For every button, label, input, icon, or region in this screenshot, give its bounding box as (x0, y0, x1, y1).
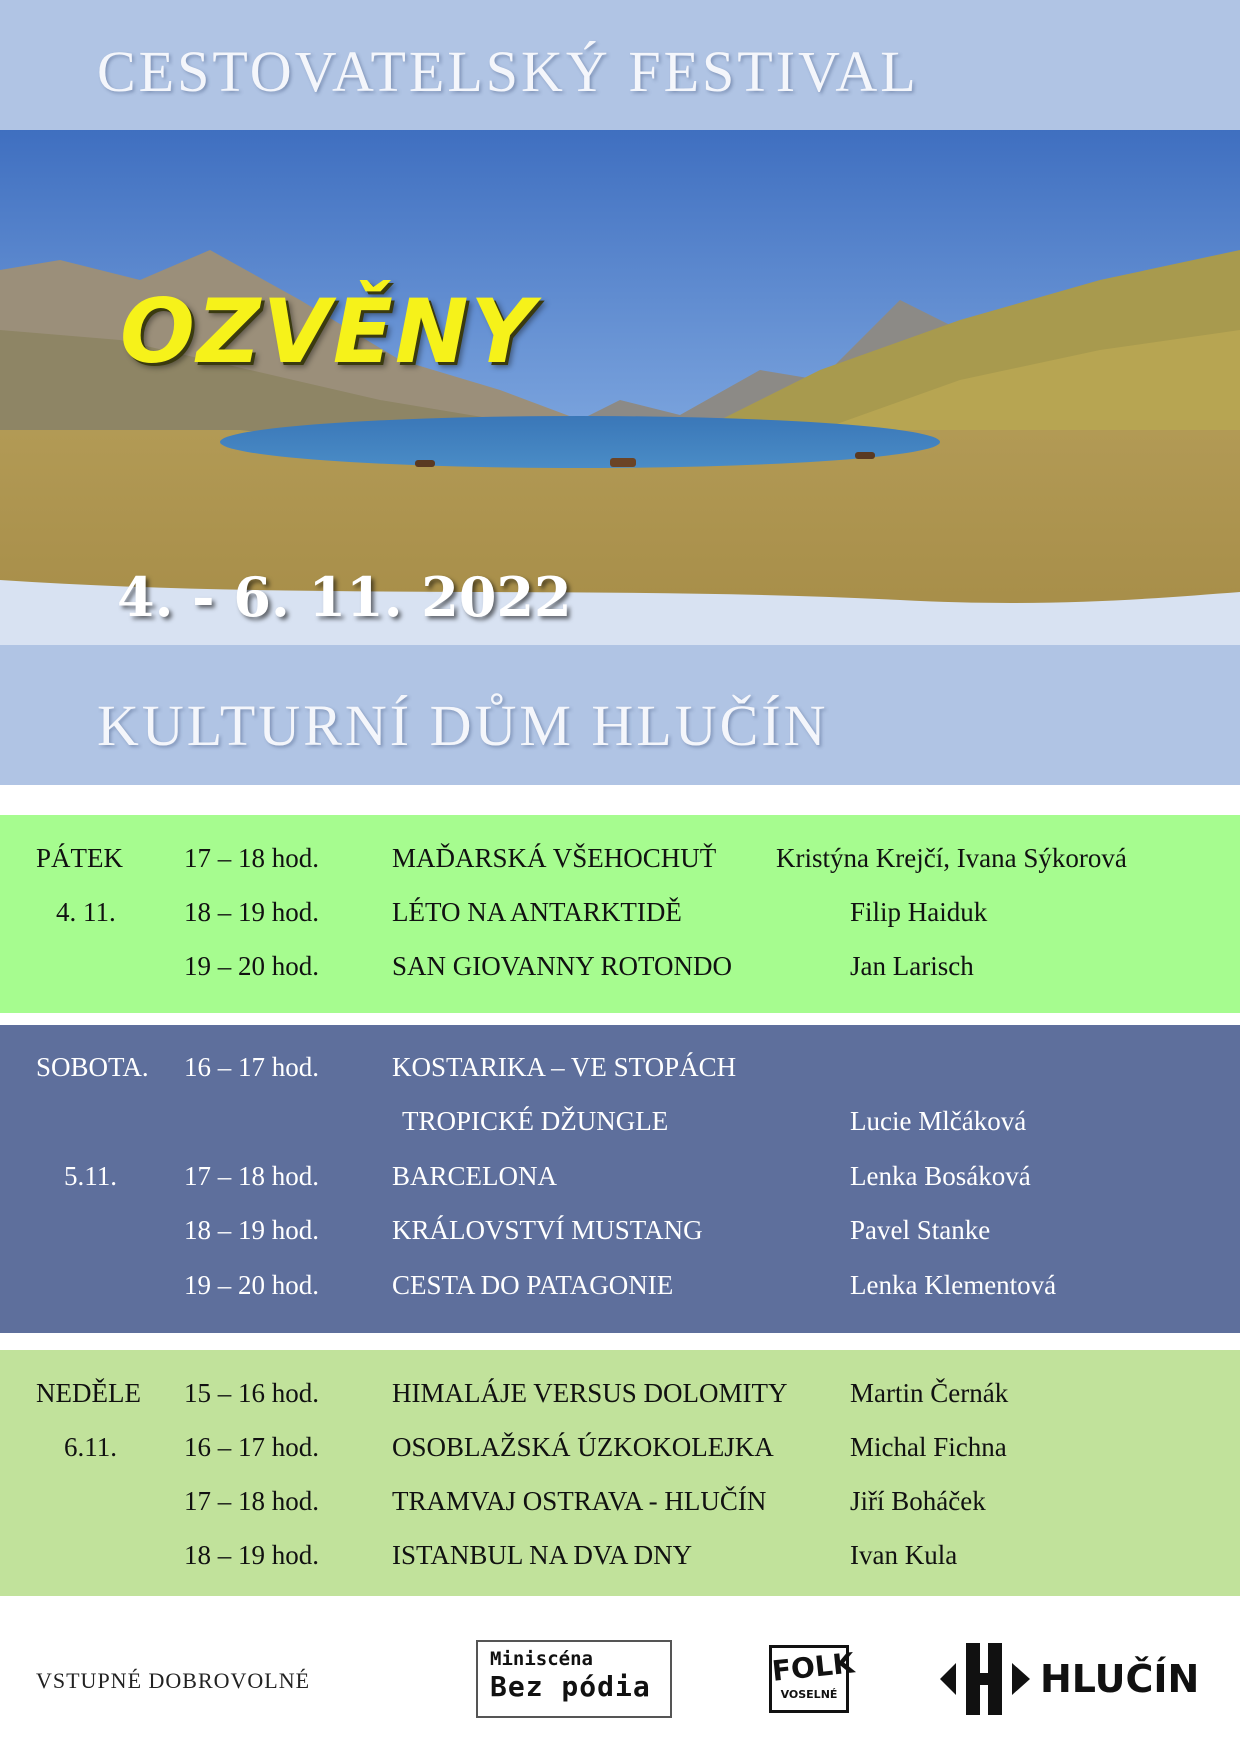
folk-logo-line2: VOSELNÉ (780, 1688, 838, 1701)
day-label: SOBOTA. (36, 1052, 149, 1082)
town-emblem-icon (940, 1637, 1030, 1721)
time-slot: 16 – 17 hod. (184, 1432, 319, 1462)
speaker-name: Pavel Stanke (850, 1215, 991, 1245)
time-slot: 18 – 19 hod. (184, 1540, 319, 1570)
speaker-name: Lenka Bosáková (850, 1161, 1031, 1191)
schedule-friday (0, 815, 1240, 1013)
speaker-name: Michal Fichna (850, 1432, 1007, 1462)
day-date: 4. 11. (56, 897, 116, 927)
speaker-name: Lucie Mlčáková (850, 1106, 1027, 1136)
time-slot: 17 – 18 hod. (184, 1161, 319, 1191)
speaker-name: Ivan Kula (850, 1540, 958, 1570)
talk-title: TRAMVAJ OSTRAVA - HLUČÍN (392, 1486, 767, 1516)
folk-logo-line1: FOLK (770, 1646, 856, 1688)
time-slot: 17 – 18 hod. (184, 843, 319, 873)
time-slot: 16 – 17 hod. (184, 1052, 319, 1082)
talk-title: LÉTO NA ANTARKTIDĚ (392, 897, 682, 927)
talk-title: CESTA DO PATAGONIE (392, 1270, 674, 1300)
speaker-name: Jan Larisch (850, 951, 974, 981)
speaker-name: Martin Černák (850, 1378, 1009, 1408)
schedule-saturday (0, 1025, 1240, 1333)
speaker-name: Kristýna Krejčí, Ivana Sýkorová (776, 843, 1127, 873)
time-slot: 19 – 20 hod. (184, 951, 319, 981)
talk-title: BARCELONA (392, 1161, 558, 1191)
speaker-name: Filip Haiduk (850, 897, 988, 927)
schedule-sunday (0, 1350, 1240, 1596)
miniscena-logo-line2: Bez pódia (490, 1670, 651, 1703)
entry-free-note: VSTUPNÉ DOBROVOLNÉ (36, 1668, 311, 1693)
talk-title: MAĎARSKÁ VŠEHOCHUŤ (392, 843, 717, 873)
time-slot: 18 – 19 hod. (184, 1215, 319, 1245)
talk-title: ISTANBUL NA DVA DNY (392, 1540, 693, 1570)
day-label: PÁTEK (36, 843, 123, 873)
speaker-name: Jiří Boháček (850, 1486, 986, 1516)
time-slot: 18 – 19 hod. (184, 897, 319, 927)
day-date: 5.11. (64, 1161, 117, 1191)
venue-name: KULTURNÍ DŮM HLUČÍN (97, 693, 829, 758)
talk-title-continued: TROPICKÉ DŽUNGLE (402, 1106, 669, 1136)
time-slot: 15 – 16 hod. (184, 1378, 319, 1408)
talk-title: SAN GIOVANNY ROTONDO (392, 951, 733, 981)
day-label: NEDĚLE (36, 1378, 141, 1408)
talk-title: KRÁLOVSTVÍ MUSTANG (392, 1215, 703, 1245)
festival-title: CESTOVATELSKÝ FESTIVAL (97, 39, 919, 104)
miniscena-logo (476, 1640, 672, 1718)
talk-title: KOSTARIKA – VE STOPÁCH (392, 1052, 737, 1082)
festival-dates: 4. - 6. 11. 2022 (117, 565, 572, 629)
festival-name: OZVĚNY (120, 280, 537, 383)
town-logo (940, 1637, 1200, 1721)
time-slot: 19 – 20 hod. (184, 1270, 319, 1300)
talk-title: HIMALÁJE VERSUS DOLOMITY (392, 1378, 788, 1408)
day-date: 6.11. (64, 1432, 117, 1462)
folk-logo (769, 1645, 856, 1713)
miniscena-logo-line1: Miniscéna (490, 1648, 593, 1670)
town-logo-name: HLUČÍN (1040, 1657, 1200, 1701)
time-slot: 17 – 18 hod. (184, 1486, 319, 1516)
speaker-name: Lenka Klementová (850, 1270, 1057, 1300)
talk-title: OSOBLAŽSKÁ ÚZKOKOLEJKA (392, 1432, 774, 1462)
